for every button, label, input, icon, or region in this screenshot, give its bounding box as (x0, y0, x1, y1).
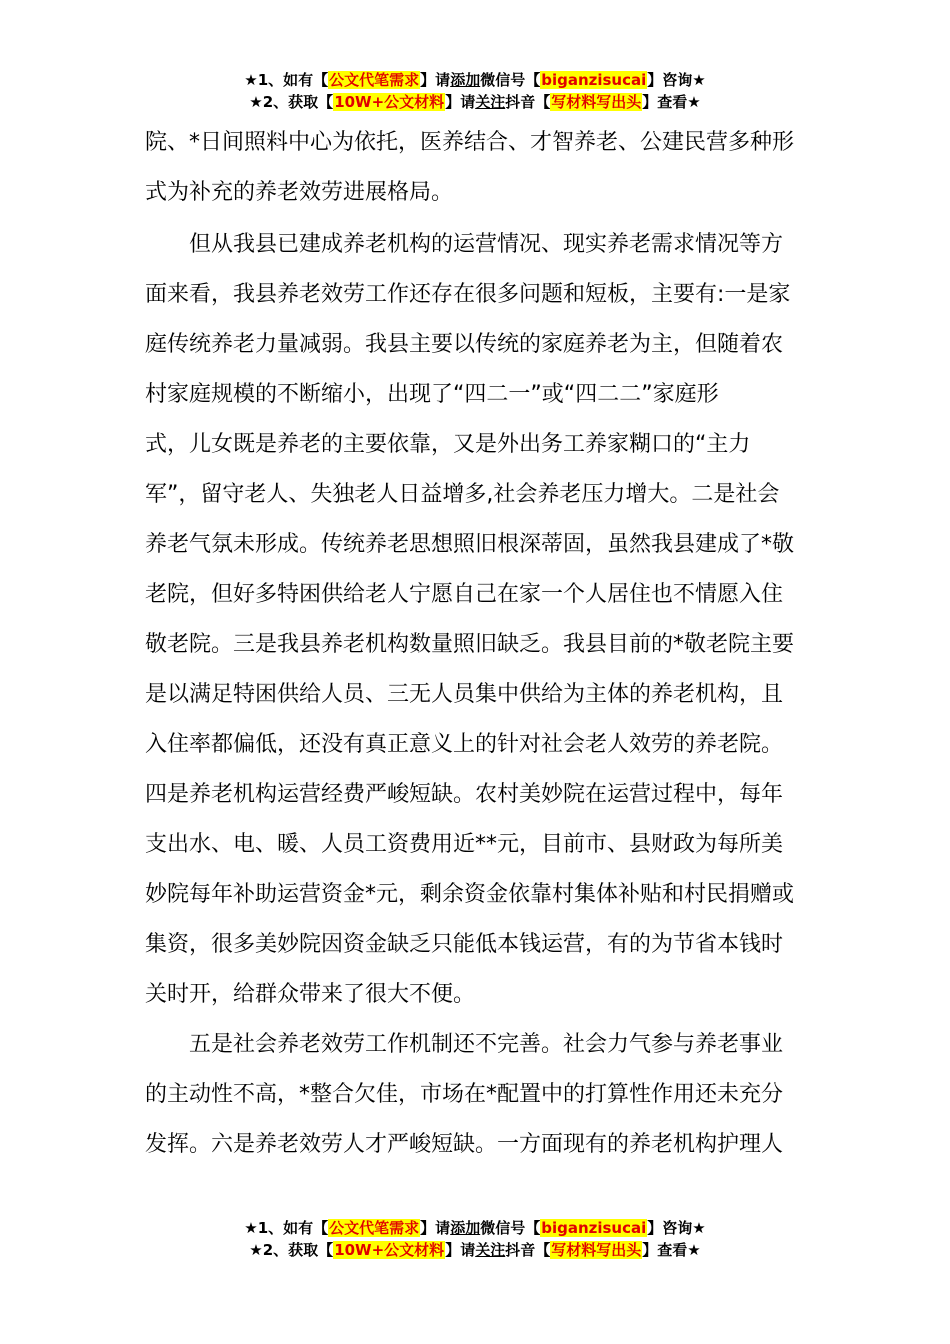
highlight-materials: 10W+公文材料 (334, 1241, 445, 1259)
body-line: 集资，很多美妙院因资金缺乏只能低本钱运营，有的为节省本钱时 (145, 932, 784, 957)
body-line: 军”，留守老人、失独老人日益增多,社会养老压力增大。二是社会 (145, 482, 780, 507)
highlight-wechat-id: biganzisucai (541, 71, 647, 89)
highlight-douyin-id: 写材料写出头 (551, 1241, 642, 1259)
body-line: 四是养老机构运营经费严峻短缺。农村美妙院在运营过程中，每年 (145, 782, 784, 807)
body-line: 五是社会养老效劳工作机制还不完善。社会力气参与养老事业 (145, 1032, 784, 1057)
body-line: 庭传统养老力量减弱。我县主要以传统的家庭养老为主，但随着农 (145, 332, 784, 357)
body-line: 关时开，给群众带来了很大不便。 (145, 982, 476, 1007)
body-line: 老院，但好多特困供给老人宁愿自己在家一个人居住也不情愿入住 (145, 582, 784, 607)
body-line: 村家庭规模的不断缩小，出现了“四二一”或“四二二”家庭形 (145, 382, 719, 407)
body-line: 的主动性不高，*整合欠佳，市场在*配置中的打算性作用还未充分 (145, 1082, 784, 1107)
highlight-service: 公文代笔需求 (329, 71, 420, 89)
highlight-service: 公文代笔需求 (329, 1219, 420, 1237)
body-line: 院、*日间照料中心为依托，医养结合、才智养老、公建民营多种形 (145, 130, 795, 155)
banner-line-1: ★1、如有【公文代笔需求】请添加微信号【biganzisucai】咨询★ (244, 71, 706, 89)
body-line: 式为补充的养老效劳进展格局。 (145, 180, 454, 205)
body-line: 敬老院。三是我县养老机构数量照旧缺乏。我县目前的*敬老院主要 (145, 632, 795, 657)
body-line: 支出水、电、暖、人员工资费用近**元，目前市、县财政为每所美 (145, 832, 784, 857)
highlight-douyin-id: 写材料写出头 (551, 93, 642, 111)
header-banner (0, 69, 950, 113)
banner-line-2: ★2、获取【10W+公文材料】请关注抖音【写材料写出头】查看★ (249, 93, 701, 111)
body-line: 发挥。六是养老效劳人才严峻短缺。一方面现有的养老机构护理人 (145, 1132, 784, 1157)
footer-banner (0, 1217, 950, 1261)
highlight-materials: 10W+公文材料 (334, 93, 445, 111)
body-line: 面来看，我县养老效劳工作还存在很多问题和短板，主要有:一是家 (145, 282, 791, 307)
banner-line-2: ★2、获取【10W+公文材料】请关注抖音【写材料写出头】查看★ (249, 1241, 701, 1259)
body-line: 是以满足特困供给人员、三无人员集中供给为主体的养老机构，且 (145, 682, 784, 707)
body-line: 妙院每年补助运营资金*元，剩余资金依靠村集体补贴和村民捐赠或 (145, 882, 795, 907)
banner-line-1: ★1、如有【公文代笔需求】请添加微信号【biganzisucai】咨询★ (244, 1219, 706, 1237)
body-line: 入住率都偏低，还没有真正意义上的针对社会老人效劳的养老院。 (145, 732, 784, 757)
document-body (145, 118, 815, 1170)
body-line: 但从我县已建成养老机构的运营情况、现实养老需求情况等方 (145, 232, 784, 257)
highlight-wechat-id: biganzisucai (541, 1219, 647, 1237)
body-line: 式，儿女既是养老的主要依靠，又是外出务工养家糊口的“主力 (145, 432, 751, 457)
body-line: 养老气氛未形成。传统养老思想照旧根深蒂固，虽然我县建成了*敬 (145, 532, 795, 557)
